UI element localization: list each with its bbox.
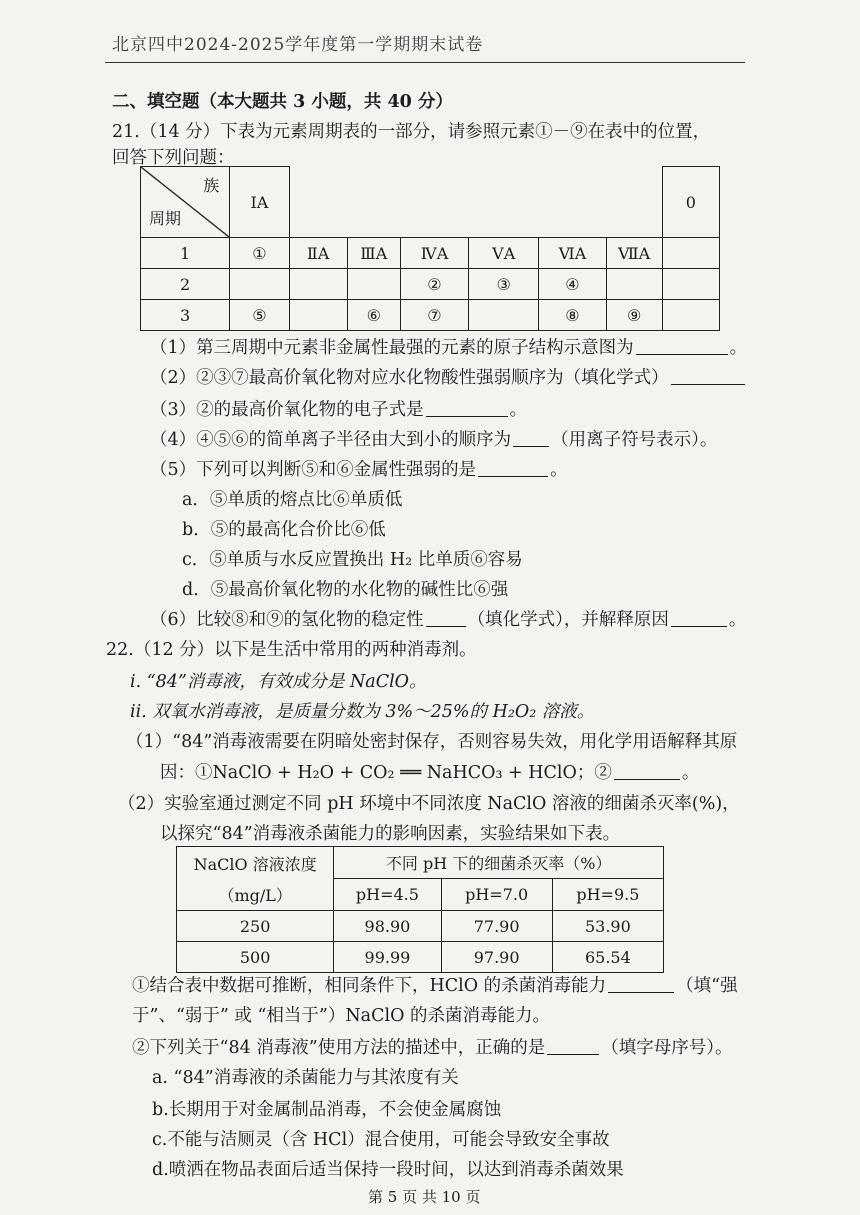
element-cell [662,300,719,331]
element-cell [289,269,347,300]
q21-part6: （6）比较⑧和⑨的氢化物的稳定性 （填化学式），并解释原因 。 [150,610,747,630]
q22-item-i: i. “84”消毒液，有效成分是 NaClO。 [130,672,427,692]
answer-blank[interactable] [614,762,680,781]
q22-intro: 22.（12 分）以下是生活中常用的两种消毒剂。 [106,640,477,660]
page-footer: 第 5 页 共 10 页 [368,1188,481,1206]
concentration-cell: 250 [177,911,334,942]
q22-option-b: b.长期用于对金属制品消毒，不会使金属腐蚀 [152,1100,502,1120]
kill-rate-cell: 99.99 [334,942,441,973]
group-header-IVA: ⅣA [400,238,468,269]
period-cell: 2 [141,269,230,300]
answer-blank[interactable] [547,1037,599,1056]
q22-part2-line2: 以探究“84”消毒液杀菌能力的影响因素，实验结果如下表。 [160,824,621,844]
element-cell: ① [230,238,289,269]
group-header-VA: ⅤA [469,238,539,269]
naclo-table [176,846,664,973]
kill-rate-cell: 65.54 [552,942,663,973]
table-row [141,238,720,269]
kill-rate-header: 不同 pH 下的细菌杀灭率（%） [334,847,664,879]
table-corner-cell [141,167,230,238]
q22-sub2: ②下列关于“84 消毒液”使用方法的描述中，正确的是 （填字母序号）。 [132,1038,733,1058]
table-gap [289,167,662,238]
kill-rate-cell: 97.90 [441,942,552,973]
group-header-VIIA: ⅦA [606,238,662,269]
element-cell: ④ [539,269,606,300]
q21-option-d: d．⑤最高价氧化物的水化物的碱性比⑥强 [182,580,509,600]
kill-rate-cell: 77.90 [441,911,552,942]
q21-part2: （2）②③⑦最高价氧化物对应水化物酸性强弱顺序为（填化学式） [150,364,747,389]
corner-group-label: 族 [203,176,220,195]
element-cell [289,300,347,331]
q22-option-c: c.不能与洁厕灵（含 HCl）混合使用，可能会导致安全事故 [152,1130,610,1150]
element-cell: ② [400,269,468,300]
concentration-header: NaClO 溶液浓度 （mg/L） [177,847,334,911]
concentration-cell: 500 [177,942,334,973]
element-cell [606,269,662,300]
answer-blank[interactable] [478,459,548,478]
table-row [141,300,720,331]
exam-header: 北京四中2024-2025学年度第一学期期末试卷 [112,35,484,55]
q21-intro-line2: 回答下列问题： [112,148,235,168]
q22-sub1-line1: ①结合表中数据可推断，相同条件下，HClO 的杀菌消毒能力 （填“强 [132,976,738,996]
q21-option-a: a．⑤单质的熔点比⑥单质低 [182,490,403,510]
element-cell: ⑤ [230,300,289,331]
corner-period-label: 周期 [149,209,182,228]
group-header-IIA: ⅡA [289,238,347,269]
element-cell: ⑨ [606,300,662,331]
element-cell: ⑦ [400,300,468,331]
answer-blank[interactable] [426,399,508,418]
q22-part2-line1: （2）实验室通过测定不同 pH 环境中不同浓度 NaClO 溶液的细菌杀灭率(%)， [118,794,740,814]
q21-option-c: c．⑤单质与水反应置换出 H₂ 比单质⑥容易 [182,550,523,570]
periodic-table [140,166,720,331]
ph-header: pH=7.0 [441,879,552,911]
element-cell [469,300,539,331]
ph-header: pH=9.5 [552,879,663,911]
group-header-0: 0 [662,167,719,238]
header-rule [105,62,745,63]
element-cell: ⑥ [347,300,400,331]
q22-option-a: a. “84”消毒液的杀菌能力与其浓度有关 [152,1068,459,1088]
period-cell: 3 [141,300,230,331]
table-row [177,942,664,973]
q21-part4: （4）④⑤⑥的简单离子半径由大到小的顺序为 （用离子符号表示）。 [150,430,718,450]
answer-blank[interactable] [671,367,745,386]
q21-part5: （5）下列可以判断⑤和⑥金属性强弱的是 。 [150,460,568,480]
group-header-IA: ⅠA [230,167,289,238]
kill-rate-cell: 53.90 [552,911,663,942]
group-header-IIIA: ⅢA [347,238,400,269]
element-cell [662,238,719,269]
q22-option-d: d.喷洒在物品表面后适当保持一段时间，以达到消毒杀菌效果 [152,1160,624,1180]
kill-rate-cell: 98.90 [334,911,441,942]
element-cell: ③ [469,269,539,300]
group-header-VIA: ⅥA [539,238,606,269]
answer-blank[interactable] [671,609,727,628]
section-title: 二、填空题（本大题共 3 小题，共 40 分） [112,92,453,112]
answer-blank[interactable] [426,609,466,628]
table-row [177,911,664,942]
q21-intro-line1: 21.（14 分）下表为元素周期表的一部分，请参照元素①－⑨在表中的位置， [112,122,711,142]
answer-blank[interactable] [636,337,728,356]
element-cell [662,269,719,300]
element-cell: ⑧ [539,300,606,331]
q22-item-ii: ii. 双氧水消毒液，是质量分数为 3%～25%的 H₂O₂ 溶液。 [130,702,595,722]
answer-blank[interactable] [608,975,674,994]
table-row [141,269,720,300]
q21-part1: （1）第三周期中元素非金属性最强的元素的原子结构示意图为 。 [150,338,748,358]
period-cell: 1 [141,238,230,269]
element-cell [230,269,289,300]
q22-sub1-line2: 于”、“弱于” 或 “相当于”）NaClO 的杀菌消毒能力。 [132,1006,550,1026]
q21-part3: （3）②的最高价氧化物的电子式是 。 [150,400,528,420]
answer-blank[interactable] [513,429,549,448]
q22-part1-line1: （1）“84”消毒液需要在阴暗处密封保存，否则容易失效，用化学用语解释其原 [126,732,738,752]
ph-header: pH=4.5 [334,879,441,911]
q22-part1-line2: 因：①NaClO + H₂O + CO₂ ══ NaHCO₃ + HClO；② 。 [160,763,700,783]
element-cell [347,269,400,300]
q21-option-b: b．⑤的最高化合价比⑥低 [182,520,386,540]
